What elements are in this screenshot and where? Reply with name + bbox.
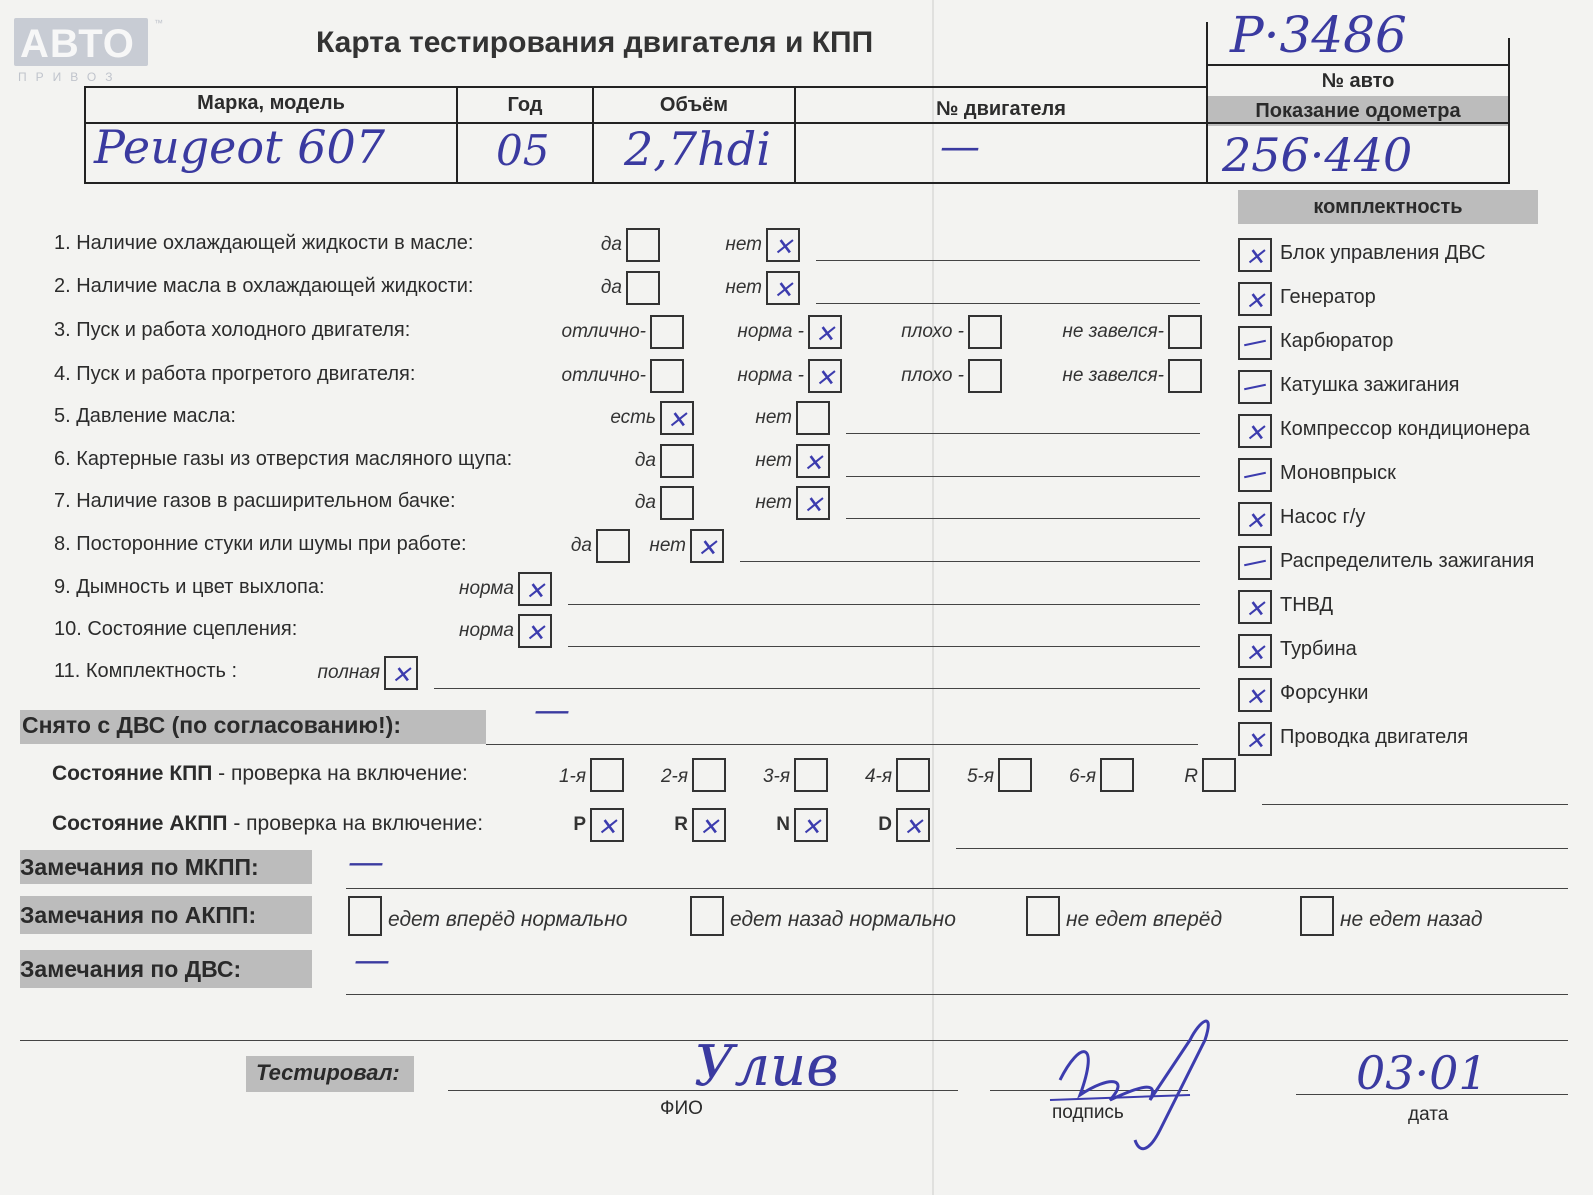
checklist-item-label: 8. Посторонние стуки или шумы при работе:	[54, 533, 467, 555]
komplekt-item-label: Карбюратор	[1280, 330, 1394, 352]
checklist-checkbox[interactable]: ✕	[796, 486, 830, 520]
checklist-option-label: нет	[755, 407, 792, 428]
checklist-checkbox[interactable]: ✕	[518, 614, 552, 648]
checklist-checkbox[interactable]	[968, 315, 1002, 349]
akpp-remark-label: едет вперёд нормально	[388, 908, 628, 931]
akpp-gear-label: D	[878, 814, 892, 835]
kpp-gear-checkbox[interactable]	[794, 758, 828, 792]
kpp-gear-checkbox[interactable]	[998, 758, 1032, 792]
checklist-option-label: норма	[459, 620, 514, 641]
checklist-checkbox[interactable]: ✕	[808, 359, 842, 393]
checklist-option-label: да	[600, 234, 622, 255]
checklist-option-label: нет	[755, 492, 792, 513]
checklist-checkbox[interactable]: ✕	[660, 401, 694, 435]
komplekt-item-label: Турбина	[1280, 638, 1357, 660]
komplekt-checkbox[interactable]: ✕	[1238, 238, 1272, 272]
checklist-item-label: 10. Состояние сцепления:	[54, 618, 298, 640]
akpp-gear-label: N	[776, 814, 790, 835]
brand-value: Peugeot 607	[94, 120, 386, 174]
akpp-remark-checkbox[interactable]	[1300, 896, 1334, 936]
car-number-label: № авто	[1321, 70, 1395, 92]
checklist-option-label: есть	[610, 407, 656, 428]
checklist-option-label: нет	[649, 535, 686, 556]
odometer-label: Показание одометра	[1255, 100, 1461, 122]
komplekt-item-label: Генератор	[1280, 286, 1376, 308]
akpp-label: Состояние АКПП - проверка на включение:	[52, 812, 484, 835]
kpp-gear-label: 2-я	[660, 766, 688, 787]
checklist-option-label: полная	[317, 662, 380, 683]
test-date: 03·01	[1356, 1046, 1488, 1100]
akpp-remark-label: не едет вперёд	[1066, 908, 1223, 931]
checklist-option-label: не завелся-	[1062, 365, 1164, 386]
checklist-checkbox[interactable]: ✕	[384, 656, 418, 690]
remarks-akpp-label: Замечания по АКПП:	[20, 902, 257, 928]
komplekt-checkbox[interactable]: ✕	[1238, 634, 1272, 668]
checklist-item-label: 7. Наличие газов в расширительном бачке:	[54, 490, 456, 512]
checklist-option-label: норма -	[737, 365, 804, 386]
komplekt-item-label: ТНВД	[1280, 594, 1334, 616]
checklist-option-label: не завелся-	[1062, 321, 1164, 342]
kpp-gear-checkbox[interactable]	[1202, 758, 1236, 792]
engine-number-label: № двигателя	[936, 98, 1066, 120]
checklist-item-label: 2. Наличие масла в охлаждающей жидкости:	[54, 275, 474, 297]
checklist-option-label: отлично-	[561, 321, 646, 342]
removed-label: Снято с ДВС (по согласованию!):	[22, 712, 401, 738]
avto-privoz-logo: АВТО ПРИВОЗ ™	[14, 18, 166, 86]
checklist-checkbox[interactable]: ✕	[766, 271, 800, 305]
akpp-gear-label: R	[674, 814, 688, 835]
car-number-value: Р·3486	[1230, 6, 1407, 64]
engine-number-value: —	[940, 124, 980, 170]
komplekt-item-label: Насос г/у	[1280, 506, 1366, 528]
checklist-checkbox[interactable]: ✕	[518, 572, 552, 606]
checklist-option-label: норма -	[737, 321, 804, 342]
checklist-option-label: норма	[459, 578, 514, 599]
checklist-checkbox[interactable]: ✕	[690, 529, 724, 563]
checklist-option-label: да	[570, 535, 592, 556]
checklist-checkbox[interactable]	[968, 359, 1002, 393]
checklist-option-label: да	[600, 277, 622, 298]
komplekt-item-label: Форсунки	[1280, 682, 1369, 704]
checklist-option-label: нет	[725, 277, 762, 298]
akpp-remark-checkbox[interactable]	[348, 896, 382, 936]
checklist-item-label: 3. Пуск и работа холодного двигателя:	[54, 319, 411, 341]
akpp-gear-checkbox[interactable]: ✕	[896, 808, 930, 842]
date-caption: дата	[1408, 1104, 1449, 1125]
checklist-option-label: нет	[725, 234, 762, 255]
year-label: Год	[507, 94, 543, 116]
komplekt-item-label: Блок управления ДВС	[1280, 242, 1486, 264]
signature-caption: подпись	[1052, 1102, 1124, 1123]
odometer-value: 256·440	[1222, 128, 1413, 182]
year-value: 05	[496, 126, 550, 175]
checklist-option-label: плохо -	[901, 365, 964, 386]
kpp-label: Состояние КПП - проверка на включение:	[52, 762, 468, 785]
akpp-remark-checkbox[interactable]	[690, 896, 724, 936]
tester-signature	[1040, 1000, 1230, 1160]
komplekt-checkbox[interactable]: ✕	[1238, 502, 1272, 536]
akpp-gear-checkbox[interactable]: ✕	[692, 808, 726, 842]
komplekt-checkbox[interactable]	[1238, 458, 1272, 492]
akpp-remark-label: не едет назад	[1340, 908, 1483, 931]
komplekt-checkbox[interactable]: ✕	[1238, 722, 1272, 756]
checklist-option-label: отлично-	[561, 365, 646, 386]
volume-label: Объём	[659, 94, 729, 116]
komplekt-title: комплектность	[1238, 190, 1538, 224]
kpp-gear-label: 5-я	[966, 766, 994, 787]
komplekt-checkbox[interactable]: ✕	[1238, 678, 1272, 712]
kpp-gear-label: 3-я	[762, 766, 790, 787]
checklist-item-label: 4. Пуск и работа прогретого двигателя:	[54, 363, 416, 385]
checklist-option-label: плохо -	[901, 321, 964, 342]
kpp-gear-label: 4-я	[864, 766, 892, 787]
checklist-checkbox[interactable]	[1168, 359, 1202, 393]
tester-name: Улив	[694, 1034, 839, 1099]
checklist-item-label: 6. Картерные газы из отверстия масляного щупа:	[54, 448, 513, 470]
akpp-remark-checkbox[interactable]	[1026, 896, 1060, 936]
volume-value: 2,7hdi	[624, 122, 771, 176]
komplekt-item-label: Моновпрыск	[1280, 462, 1396, 484]
kpp-gear-checkbox[interactable]	[896, 758, 930, 792]
remarks-mkpp-value: —	[348, 842, 384, 883]
komplekt-item-label: Катушка зажигания	[1280, 374, 1460, 396]
komplekt-checkbox[interactable]: ✕	[1238, 282, 1272, 316]
checklist-checkbox[interactable]: ✕	[766, 228, 800, 262]
kpp-gear-checkbox[interactable]	[590, 758, 624, 792]
checklist-checkbox[interactable]	[1168, 315, 1202, 349]
akpp-remark-label: едет назад нормально	[730, 908, 956, 931]
kpp-gear-checkbox[interactable]	[692, 758, 726, 792]
checklist-option-label: да	[634, 492, 656, 513]
page-title: Карта тестирования двигателя и КПП	[316, 26, 874, 59]
komplekt-checkbox[interactable]	[1238, 370, 1272, 404]
tested-label: Тестировал:	[256, 1060, 400, 1085]
checklist-item-label: 1. Наличие охлаждающей жидкости в масле:	[54, 232, 474, 254]
checklist-checkbox[interactable]	[796, 401, 830, 435]
komplekt-checkbox[interactable]: ✕	[1238, 414, 1272, 448]
komplekt-checkbox[interactable]	[1238, 546, 1272, 580]
komplekt-checkbox[interactable]	[1238, 326, 1272, 360]
kpp-gear-label: 6-я	[1068, 766, 1096, 787]
kpp-gear-label: 1-я	[558, 766, 586, 787]
komplekt-checkbox[interactable]: ✕	[1238, 590, 1272, 624]
checklist-item-label: 11. Комплектность :	[54, 660, 238, 682]
komplekt-item-label: Распределитель зажигания	[1280, 550, 1535, 572]
akpp-gear-checkbox[interactable]: ✕	[590, 808, 624, 842]
remarks-mkpp-label: Замечания по МКПП:	[20, 854, 259, 880]
checklist-item-label: 9. Дымность и цвет выхлопа:	[54, 576, 325, 598]
brand-label: Марка, модель	[197, 92, 345, 114]
checklist-checkbox[interactable]: ✕	[808, 315, 842, 349]
name-caption: ФИО	[660, 1098, 703, 1119]
checklist-option-label: нет	[755, 450, 792, 471]
kpp-gear-label: R	[1184, 766, 1198, 787]
checklist-checkbox[interactable]: ✕	[796, 444, 830, 478]
checklist-option-label: да	[634, 450, 656, 471]
remarks-dvs-value: —	[354, 940, 390, 981]
checklist-item-label: 5. Давление масла:	[54, 405, 236, 427]
komplekt-item-label: Проводка двигателя	[1280, 726, 1469, 748]
remarks-dvs-label: Замечания по ДВС:	[20, 956, 242, 982]
paper-fold	[932, 0, 934, 1195]
akpp-gear-checkbox[interactable]: ✕	[794, 808, 828, 842]
kpp-gear-checkbox[interactable]	[1100, 758, 1134, 792]
komplekt-item-label: Компрессор кондиционера	[1280, 418, 1530, 440]
removed-value: —	[534, 690, 570, 731]
akpp-gear-label: P	[573, 814, 586, 835]
